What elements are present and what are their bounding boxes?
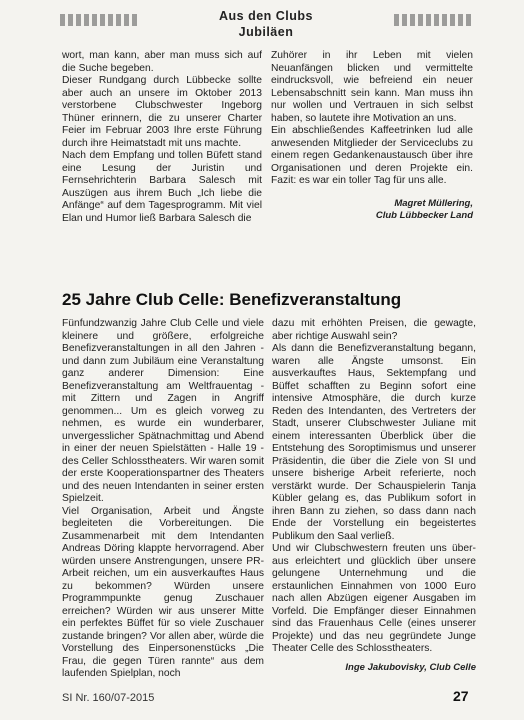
- issue-label: SI Nr. 160/07-2015: [62, 692, 155, 704]
- author-signature: Magret Müllering,: [394, 197, 473, 209]
- paragraph: Dieser Rundgang durch Lübbecke sollte aber auch an unsere im Oktober 2013 verstorbene Clubschwester Ingeborg Thüner erinnern, die zu unserer Charter Feier im Februar 2003 Ihre erste Führung durch ihre Heimatstadt mit uns machte.: [62, 75, 262, 149]
- section-subtitle: Jubiläen: [238, 25, 294, 39]
- main-article-left-column: [62, 318, 264, 681]
- header-decoration-right: [394, 14, 472, 26]
- paragraph: wort, man kann, aber man muss sich auf die Suche begeben.: [62, 50, 262, 74]
- author-signature: Inge Jakubovisky, Club Celle: [345, 661, 476, 673]
- paragraph: Zuhörer in ihr Leben mit vielen Neuanfängen blicken und vermittelte eindrucksvoll, wie befreiend ein neuer Lebensabschnitt sein kann. Man muss ihn nur wollen und Vertrauen in sich selbst haben, so lautete ihre Motivation an uns.: [271, 50, 473, 124]
- article-title: 25 Jahre Club Celle: Benefizveranstaltung: [62, 290, 402, 309]
- section-title: Aus den Clubs: [218, 9, 313, 23]
- main-article-right-column: [272, 318, 476, 674]
- section-header: [60, 6, 472, 48]
- author-club: Club Lübbecker Land: [375, 209, 473, 221]
- paragraph: Als dann die Benefizveranstaltung begann, waren alle Ängste umsonst. Ein ausverkauftes Haus, Sektempfang und Büffet schafften zu Beginn sofort eine intensive Atmosphäre, die durch kurze Reden des Intendanten, des Vertreters der Stadt, unserer Clubschwester Juliane mit einem interessanten Überblick über die Entstehung des Soroptimismus und unserer Präsidentin, die über die Ziele von SI und unsere bisherige Arbeit referierte, noch verstärkt wurde. Der Schauspielerin Tanja Kübler gelang es, das Publikum sofort in ihren Bann zu ziehen, so dass dann nach Ende der Vorstellung ein begeistertes Publikum den Saal verließ.: [272, 343, 476, 542]
- page-number: 27: [453, 688, 469, 704]
- paragraph: dazu mit erhöhten Preisen, die gewagte, aber richtige Auswahl sein?: [272, 318, 476, 342]
- paragraph: Ein abschließendes Kaffeetrinken lud alle anwesenden Mitglieder der Serviceclubs zu einem regen Gedankenaustausch über ihre Organisationen und deren Projekte ein. Fazit: es war ein toller Tag für uns alle.: [271, 125, 473, 186]
- paragraph: Fünfundzwanzig Jahre Club Celle und viele kleinere und größere, erfolgreiche Benefizveranstaltungen in all den Jahren - und dann zum Jubiläum eine Veranstaltung ganz anderer Dimension: Eine Benefizveranstaltung am Weltfrauentag - mit Zittern und Zagen in Angriff genommen... Um es gleich vorweg zu nehmen, es wurde ein wunderbarer, unvergesslicher Spätnachmittag und Abend in einer der neuen Spielstätten - Halle 19 - des Celler Schlosstheaters. Wir waren somit der erste Kooperationspartner des Theaters und des neuen Intendanten in seiner ersten Spielzeit.: [62, 318, 265, 504]
- top-article-right-column: [271, 50, 473, 222]
- paragraph: Viel Organisation, Arbeit und Ängste begleiteten die Vorbereitungen. Die Zusammenarbeit mit dem Intendanten Andreas Döring klappte hervorragend. Aber würden unsere Anstrengungen, unsere PR-Arbeit reichen, um ein ausverkauftes Haus zu bekommen? Würden unsere Programmpunkte genug Zuschauer erreichen? Würden wir aus unserer Mitte ein perfektes Büffet für so viele Zuschauer zustande bringen? Vor allen aber, würde die Vorstellung des Einpersonenstücks „Die Frau, die gegen Türen rannte“ aus dem laufenden Spielplan, noch: [62, 505, 264, 679]
- paragraph: Nach dem Empfang und tollen Büfett stand eine Lesung der Juristin und Fernsehrichterin Barbara Salesch mit Auszügen aus ihrem Buch „Ich liebe die Anfänge“ auf dem Tagesprogramm. Mit viel Elan und Humor ließ Barbara Salesch die: [62, 150, 262, 224]
- top-article-left-column: [62, 50, 262, 225]
- paragraph: Und wir Clubschwestern freuten uns über-aus erleichtert und glücklich über unsere gelungene Unternehmung und die erstaunlichen Einnahmen von 1000 Euro nach allen Abzügen eigener Ausgaben im Vorfeld. Die Empfänger dieser Einnahmen sind das Frauenhaus Celle (eines unserer Projekte) und das neu gegründete Junge Theater Celle des Schlosstheaters.: [272, 543, 476, 654]
